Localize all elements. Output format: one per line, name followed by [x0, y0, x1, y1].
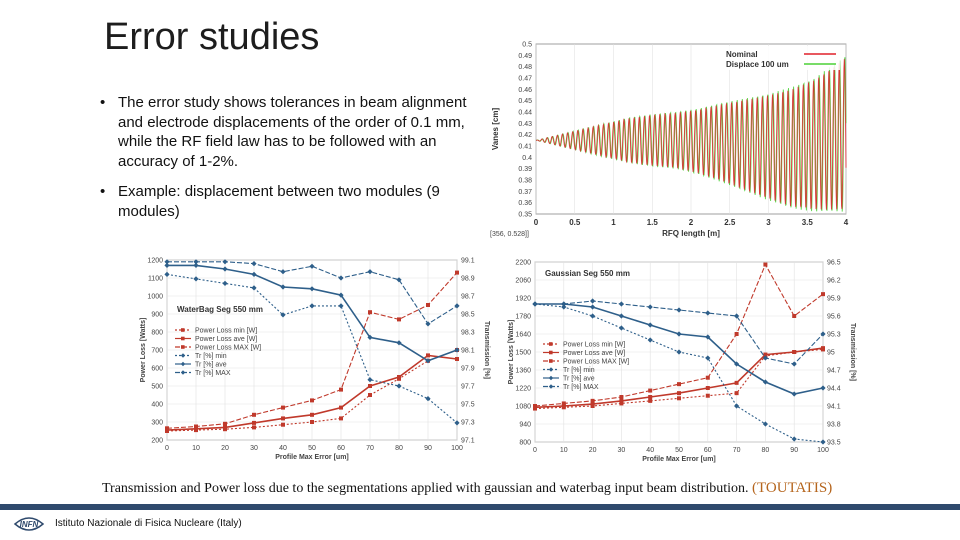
chart-title: WaterBag Seg 550 mm [177, 305, 263, 314]
x-axis-label: RFQ length [m] [662, 229, 720, 238]
x-tick-label: 60 [703, 447, 712, 454]
caption-tag: (TOUTATIS) [752, 480, 833, 496]
y2-tick-label: 95.9 [827, 295, 841, 303]
data-point [426, 353, 430, 357]
data-point [763, 263, 767, 267]
legend-label: Power Loss min [W] [195, 327, 258, 335]
y-tick-label: 600 [151, 365, 163, 373]
data-point [397, 317, 401, 321]
y-tick-label: 940 [519, 421, 531, 429]
x-tick-label: 80 [395, 445, 403, 452]
y-tick-label: 0.39 [518, 166, 532, 174]
legend-label: Tr [%] min [563, 366, 595, 374]
x-tick-label: 70 [732, 447, 741, 454]
x-tick-label: 0 [533, 447, 537, 454]
x-tick-label: 90 [424, 445, 432, 452]
y-axis-label: Power Loss [Watts] [508, 319, 515, 385]
data-point [648, 399, 652, 403]
y-tick-label: 1000 [147, 293, 163, 301]
y2-tick-label: 98.9 [461, 275, 475, 283]
y2-tick-label: 98.7 [461, 293, 475, 301]
x-tick-label: 2 [688, 218, 694, 227]
y2-tick-label: 97.5 [461, 401, 475, 409]
data-point [735, 332, 739, 336]
y-tick-label: 1500 [515, 349, 531, 357]
x-tick-label: 30 [250, 445, 258, 452]
y2-tick-label: 94.1 [827, 403, 841, 411]
data-point [706, 394, 710, 398]
legend-label: Tr [%] min [195, 352, 227, 360]
data-point [368, 310, 372, 314]
y-tick-label: 200 [151, 437, 163, 445]
bullet-list [100, 93, 472, 232]
x-tick-label: 60 [337, 445, 345, 452]
y-tick-label: 0.4 [522, 154, 532, 162]
y-tick-label: 1200 [147, 257, 163, 265]
data-point [339, 416, 343, 420]
y2-tick-label: 95 [827, 349, 835, 357]
x-tick-label: 50 [308, 445, 316, 452]
y2-tick-label: 97.3 [461, 419, 475, 427]
data-point [368, 384, 372, 388]
figure-caption [102, 480, 832, 497]
data-point [194, 425, 198, 429]
y-tick-label: 0.41 [518, 143, 532, 151]
bullet-dot-icon: • [100, 94, 106, 111]
y-tick-label: 1640 [515, 331, 531, 339]
legend-marker [181, 337, 185, 341]
y2-axis-label: Transmission [%] [483, 321, 490, 379]
y-tick-label: 2200 [515, 259, 531, 267]
data-point [281, 423, 285, 427]
legend-label: Nominal [726, 50, 758, 59]
y-tick-label: 300 [151, 419, 163, 427]
caption-text: Transmission and Power loss due to the segmentations applied with gaussian and waterbag input beam distribution. [102, 481, 749, 496]
data-point [426, 303, 430, 307]
legend-label: Tr [%] MAX [563, 383, 599, 391]
x-tick-label: 30 [617, 447, 626, 454]
data-point [310, 398, 314, 402]
y-tick-label: 1080 [515, 403, 531, 411]
data-point [677, 391, 681, 395]
gaussian-chart-svg [505, 254, 855, 468]
y-tick-label: 800 [519, 439, 531, 447]
x-tick-label: 10 [559, 447, 568, 454]
x-tick-label: 1.5 [646, 218, 658, 227]
y2-tick-label: 97.7 [461, 383, 475, 391]
x-tick-label: 20 [221, 445, 229, 452]
data-point [562, 401, 566, 405]
y-tick-label: 0.47 [518, 75, 532, 83]
y-tick-label: 1780 [515, 313, 531, 321]
x-tick-label: 40 [279, 445, 287, 452]
y2-tick-label: 93.8 [827, 421, 841, 429]
y2-tick-label: 95.6 [827, 313, 841, 321]
x-tick-label: 90 [790, 447, 799, 454]
data-point [706, 386, 710, 390]
y-axis-label: Power Loss [Watts] [140, 317, 147, 383]
y2-tick-label: 98.1 [461, 347, 475, 355]
x-tick-label: 70 [366, 445, 374, 452]
y-tick-label: 0.43 [518, 120, 532, 128]
x-tick-label: 3.5 [801, 218, 813, 227]
x-tick-label: 4 [843, 218, 849, 227]
bullet-dot-icon: • [100, 183, 106, 200]
y2-tick-label: 97.9 [461, 365, 475, 373]
y-tick-label: 0.48 [518, 64, 532, 72]
data-point [619, 395, 623, 399]
legend-label: Power Loss MAX [W] [563, 358, 630, 366]
y-tick-label: 1100 [147, 275, 163, 283]
y-tick-label: 0.44 [518, 109, 532, 117]
waterbag-chart-svg [137, 250, 495, 466]
y-tick-label: 0.38 [518, 177, 532, 185]
x-tick-label: 40 [646, 447, 655, 454]
x-tick-label: 100 [817, 447, 829, 454]
y-tick-label: 0.37 [518, 188, 532, 196]
y-tick-label: 0.49 [518, 52, 532, 60]
data-point [455, 357, 459, 361]
legend-marker [549, 342, 553, 346]
y2-tick-label: 98.5 [461, 311, 475, 319]
y-tick-label: 1220 [515, 385, 531, 393]
x-tick-label: 0 [165, 445, 169, 452]
legend-label: Tr [%] ave [195, 361, 227, 369]
footer-divider [0, 504, 960, 510]
data-point [281, 406, 285, 410]
data-point [368, 393, 372, 397]
legend-label: Displace 100 um [726, 60, 789, 69]
data-point [252, 425, 256, 429]
data-point [455, 271, 459, 275]
bullet-text: The error study shows tolerances in beam alignment and electrode displacements of the order of 0.1 mm, while the RF field law has to be followed with an accuracy of 1-2%. [118, 94, 467, 170]
y-tick-label: 900 [151, 311, 163, 319]
y-tick-label: 0.46 [518, 86, 532, 94]
legend-label: Tr [%] MAX [195, 369, 231, 377]
x-tick-label: 100 [451, 445, 463, 452]
x-tick-label: 10 [192, 445, 200, 452]
gaussian-chart [505, 254, 855, 468]
data-point [591, 399, 595, 403]
y-tick-label: 0.42 [518, 132, 532, 140]
data-point [339, 406, 343, 410]
vanes-chart [484, 36, 856, 240]
data-point [677, 396, 681, 400]
data-point [310, 420, 314, 424]
data-point [619, 399, 623, 403]
vanes-chart-svg [484, 36, 856, 240]
data-point [397, 375, 401, 379]
y-tick-label: 500 [151, 383, 163, 391]
waterbag-chart [137, 250, 495, 466]
x-tick-label: 3 [766, 218, 771, 227]
y-axis-label: Vanes [cm] [491, 107, 500, 151]
chart-title: Gaussian Seg 550 mm [545, 269, 630, 278]
y-tick-label: 800 [151, 329, 163, 337]
legend-marker [181, 328, 185, 332]
data-point [339, 388, 343, 392]
data-point [735, 381, 739, 385]
plot-footnote: [356, 0.528]] [490, 231, 529, 238]
y2-tick-label: 95.3 [827, 331, 841, 339]
legend-label: Power Loss min [W] [563, 341, 626, 349]
legend-label: Tr [%] ave [563, 375, 595, 383]
y2-tick-label: 99.1 [461, 257, 475, 265]
data-point [792, 350, 796, 354]
bullet-text: Example: displacement between two modules (9 modules) [118, 183, 440, 220]
x-tick-label: 20 [588, 447, 597, 454]
y-tick-label: 1360 [515, 367, 531, 375]
legend-marker [549, 351, 553, 355]
y2-tick-label: 96.5 [827, 259, 841, 267]
data-point [223, 425, 227, 429]
data-point [533, 404, 537, 408]
x-tick-label: 80 [761, 447, 770, 454]
data-point [706, 376, 710, 380]
x-tick-label: 0 [533, 218, 539, 227]
legend-label: Power Loss ave [W] [563, 349, 626, 357]
y-tick-label: 2060 [515, 277, 531, 285]
slide-title: Error studies [104, 16, 320, 58]
y2-axis-label: Transmission [%] [849, 323, 856, 381]
data-point [165, 426, 169, 430]
data-point [735, 391, 739, 395]
legend-marker [181, 345, 185, 349]
data-point [677, 382, 681, 386]
x-axis-label: Profile Max Error [um] [642, 456, 716, 463]
data-point [281, 416, 285, 420]
x-tick-label: 0.5 [569, 218, 581, 227]
data-point [792, 314, 796, 318]
data-point [252, 421, 256, 425]
data-point [648, 395, 652, 399]
data-point [821, 292, 825, 296]
y-tick-label: 0.5 [522, 41, 532, 49]
y-tick-label: 0.45 [518, 98, 532, 106]
legend-label: Power Loss ave [W] [195, 335, 258, 343]
x-tick-label: 50 [675, 447, 683, 454]
footer-institute: Istituto Nazionale di Fisica Nucleare (Italy) [55, 518, 242, 529]
data-point [252, 413, 256, 417]
logo-text: INFN [19, 520, 39, 529]
legend-label: Power Loss MAX [W] [195, 344, 262, 352]
legend-marker [549, 359, 553, 363]
bullet-item [100, 93, 472, 171]
bullet-item [100, 182, 472, 221]
data-point [821, 346, 825, 350]
data-point [648, 389, 652, 393]
y2-tick-label: 94.7 [827, 367, 841, 375]
x-tick-label: 1 [611, 218, 616, 227]
y2-tick-label: 97.1 [461, 437, 475, 445]
y-tick-label: 0.36 [518, 200, 532, 208]
x-axis-label: Profile Max Error [um] [275, 454, 349, 461]
y-tick-label: 1920 [515, 295, 531, 303]
infn-logo-icon [12, 514, 46, 534]
data-point [223, 422, 227, 426]
y2-tick-label: 94.4 [827, 385, 841, 393]
y2-tick-label: 93.5 [827, 439, 841, 447]
y2-tick-label: 98.3 [461, 329, 475, 337]
x-tick-label: 2.5 [724, 218, 736, 227]
y-tick-label: 400 [151, 401, 163, 409]
y-tick-label: 0.35 [518, 211, 532, 219]
y2-tick-label: 96.2 [827, 277, 841, 285]
y-tick-label: 700 [151, 347, 163, 355]
data-point [310, 413, 314, 417]
